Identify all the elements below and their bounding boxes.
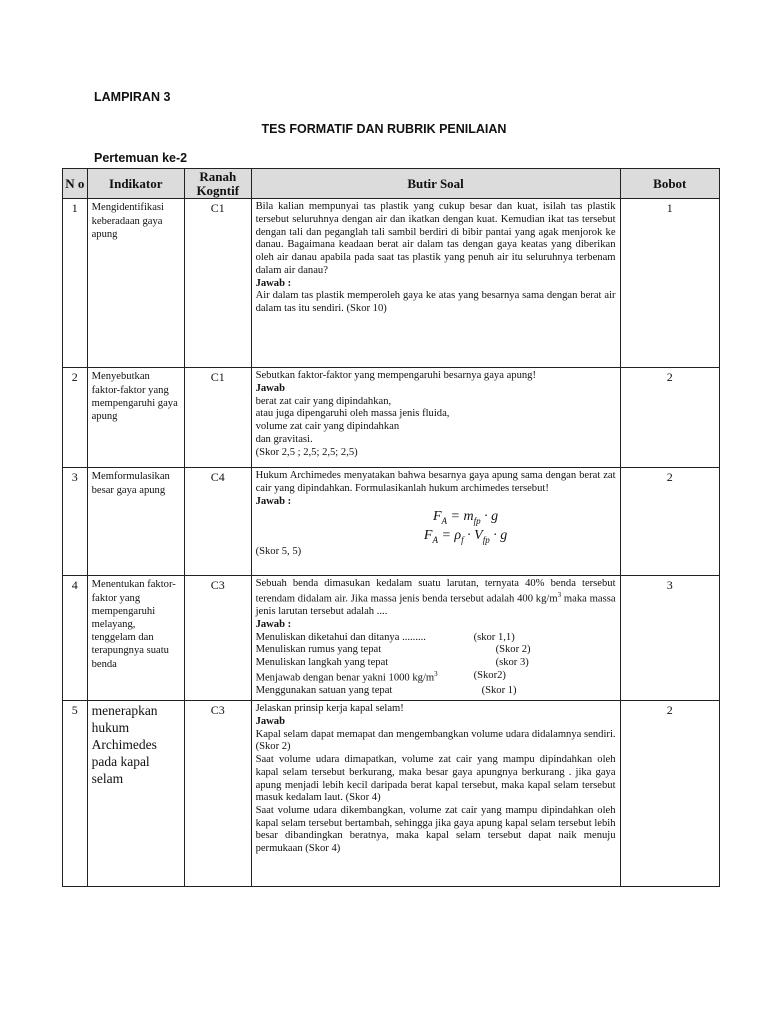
question-text: Hukum Archimedes menyatakan bahwa besarnya gaya apung sama dengan berat zat cair yang dipindahkan. Formulasikanlah hukum archimedes tersebut! (255, 470, 616, 494)
answer-label: Jawab : (255, 495, 292, 507)
answer-label: Jawab (255, 715, 285, 727)
weight-cell: 2 (620, 368, 719, 468)
question-cell (251, 468, 620, 576)
table-row (63, 576, 720, 701)
score-value: (skor 1,1) (473, 631, 515, 643)
meeting-label: Pertemuan ke-2 (94, 151, 188, 165)
answer-score: (Skor 5, 5) (255, 546, 302, 558)
indicator-cell: Menyebutkan faktor-faktor yang mempengaruhi gaya apung (87, 368, 184, 468)
answer-label: Jawab : (255, 277, 292, 289)
question-text (256, 578, 616, 619)
score-criterion: Menuliskan rumus yang tepat (255, 644, 382, 656)
answer-label: Jawab (255, 382, 285, 394)
table-row (63, 199, 720, 368)
score-criterion: Menggunakan satuan yang tepat (255, 684, 393, 696)
question-text: Jelaskan prinsip kerja kapal selam! (255, 703, 404, 715)
question-cell (251, 701, 620, 887)
cognitive-level-cell: C1 (184, 368, 251, 468)
score-value: (Skor 1) (481, 684, 517, 696)
table-row (63, 368, 720, 468)
answer-paragraph: Saat volume udara dimapatkan, volume zat cair yang mampu dipindahkan oleh kapal selam tersebut berkurang, maka besar gaya apungnya berkurang . jika gaya apung menjadi lebih kecil daripada berat kapal tersebut, maka kapal selam tersebut masuk kedalam laut. (Skor 4) (255, 754, 616, 804)
buoyancy-formula-density (256, 527, 616, 546)
score-line (256, 657, 616, 670)
weight-cell: 3 (620, 576, 719, 701)
score-line (256, 644, 616, 657)
cognitive-level-cell: C3 (184, 701, 251, 887)
indicator-cell: Memformulasikan besar gaya apung (87, 468, 184, 576)
table-row (63, 701, 720, 887)
question-text: Bila kalian mempunyai tas plastik yang cukup besar dan kuat, isilah tas plastik tersebut seluruhnya dengan air dan ikatkan dengan kuat. Kemudian ikat tas tersebut dengan tali dan peganglah tali sambil berdiri di bibir pantai yang agak menjorok ke danau. Bagaimana keadaan berat air dalam tas dengan gaya keatas yang diberikan oleh air danau apabila pada saat tas plastik yang penuh air itu seluruhnya terbenam dalam air danau? (255, 201, 616, 276)
question-cell (251, 368, 620, 468)
indicator-cell: Mengidentifikasi keberadaan gaya apung (87, 199, 184, 368)
indicator-cell: Menentukan faktor-faktor yang mempengaruhi melayang, tenggelam dan terapungnya suatu benda (87, 576, 184, 701)
score-criterion (256, 670, 474, 685)
col-header-ranah: Ranah Kogntif (184, 169, 251, 199)
appendix-label: LAMPIRAN 3 (94, 90, 171, 104)
row-number: 5 (63, 701, 88, 887)
score-line (256, 670, 616, 685)
weight-cell: 2 (620, 468, 719, 576)
document-title: TES FORMATIF DAN RUBRIK PENILAIAN (261, 122, 507, 136)
col-header-no: N o (63, 169, 88, 199)
answer-score: (Skor 2,5 ; 2,5; 2,5; 2,5) (255, 446, 358, 458)
col-header-indikator: Indikator (87, 169, 184, 199)
question-cell (251, 576, 620, 701)
unit-exponent: 3 (434, 669, 438, 678)
row-number: 3 (63, 468, 88, 576)
score-value: (Skor 2) (495, 644, 531, 656)
answer-paragraph: Saat volume udara dikembangkan, volume zat cair yang mampu dipindahkan oleh kapal selam tersebut bertambah, sehingga jika gaya apung kapal selam tersebut lebih besar dibandingkan beratnya, maka kapal selam tersebut dapat naik menuju permukaan (Skor 4) (255, 804, 616, 855)
answer-text: Air dalam tas plastik memperoleh gaya ke atas yang besarnya sama dengan berat air dalam tas itu sendiri. (Skor 10) (255, 290, 616, 314)
score-criterion: Menuliskan langkah yang tepat (255, 657, 389, 669)
cognitive-level-cell: C4 (184, 468, 251, 576)
cognitive-level-cell: C1 (184, 199, 251, 368)
score-line (256, 632, 616, 645)
table-row (63, 468, 720, 576)
cognitive-level-cell: C3 (184, 576, 251, 701)
answer-line: volume zat cair yang dipindahkan (255, 421, 400, 433)
question-text-part: Sebuah benda dimasukan kedalam suatu larutan, ternyata 40% benda tersebut terendam didalam air. Jika massa jenis benda tersebut adalah 400 kg/m (255, 578, 616, 605)
question-text: Sebutkan faktor-faktor yang mempengaruhi besarnya gaya apung! (255, 370, 536, 382)
col-header-butir-soal: Butir Soal (251, 169, 620, 199)
row-number: 2 (63, 368, 88, 468)
score-value: (Skor2) (473, 669, 506, 681)
answer-line: dan gravitasi. (255, 433, 313, 445)
question-text-part: maka massa jenis larutan tersebut adalah .... (255, 593, 616, 618)
weight-cell: 2 (620, 701, 719, 887)
formula-text: $F_A = \rho_f \cdot V_{fp} \cdot g$ (423, 528, 508, 546)
score-criterion-text: Menjawab dengan benar yakni 1000 kg/m (255, 672, 435, 684)
answer-line: atau juga dipengaruhi oleh massa jenis fluida, (255, 408, 450, 420)
score-criterion: Menuliskan diketahui dan ditanya ......... (255, 631, 426, 643)
formula-text: $F_A = m_{fp} \cdot g$ (432, 509, 499, 527)
unit-exponent: 3 (557, 590, 562, 599)
question-cell (251, 199, 620, 368)
answer-line: berat zat cair yang dipindahkan, (255, 395, 392, 407)
weight-cell: 1 (620, 199, 719, 368)
answer-label: Jawab : (255, 618, 292, 630)
score-value: (skor 3) (495, 657, 529, 669)
row-number: 4 (63, 576, 88, 701)
col-header-bobot: Bobot (620, 169, 719, 199)
rubric-table (62, 168, 720, 887)
score-line (256, 685, 616, 698)
table-header-row (63, 169, 720, 199)
indicator-cell: menerapkan hukum Archimedes pada kapal selam (87, 701, 184, 887)
row-number: 1 (63, 199, 88, 368)
answer-paragraph: Kapal selam dapat memapat dan mengembangkan volume udara didalamnya sendiri. (Skor 2) (255, 728, 616, 753)
buoyancy-formula-mass (256, 508, 616, 527)
